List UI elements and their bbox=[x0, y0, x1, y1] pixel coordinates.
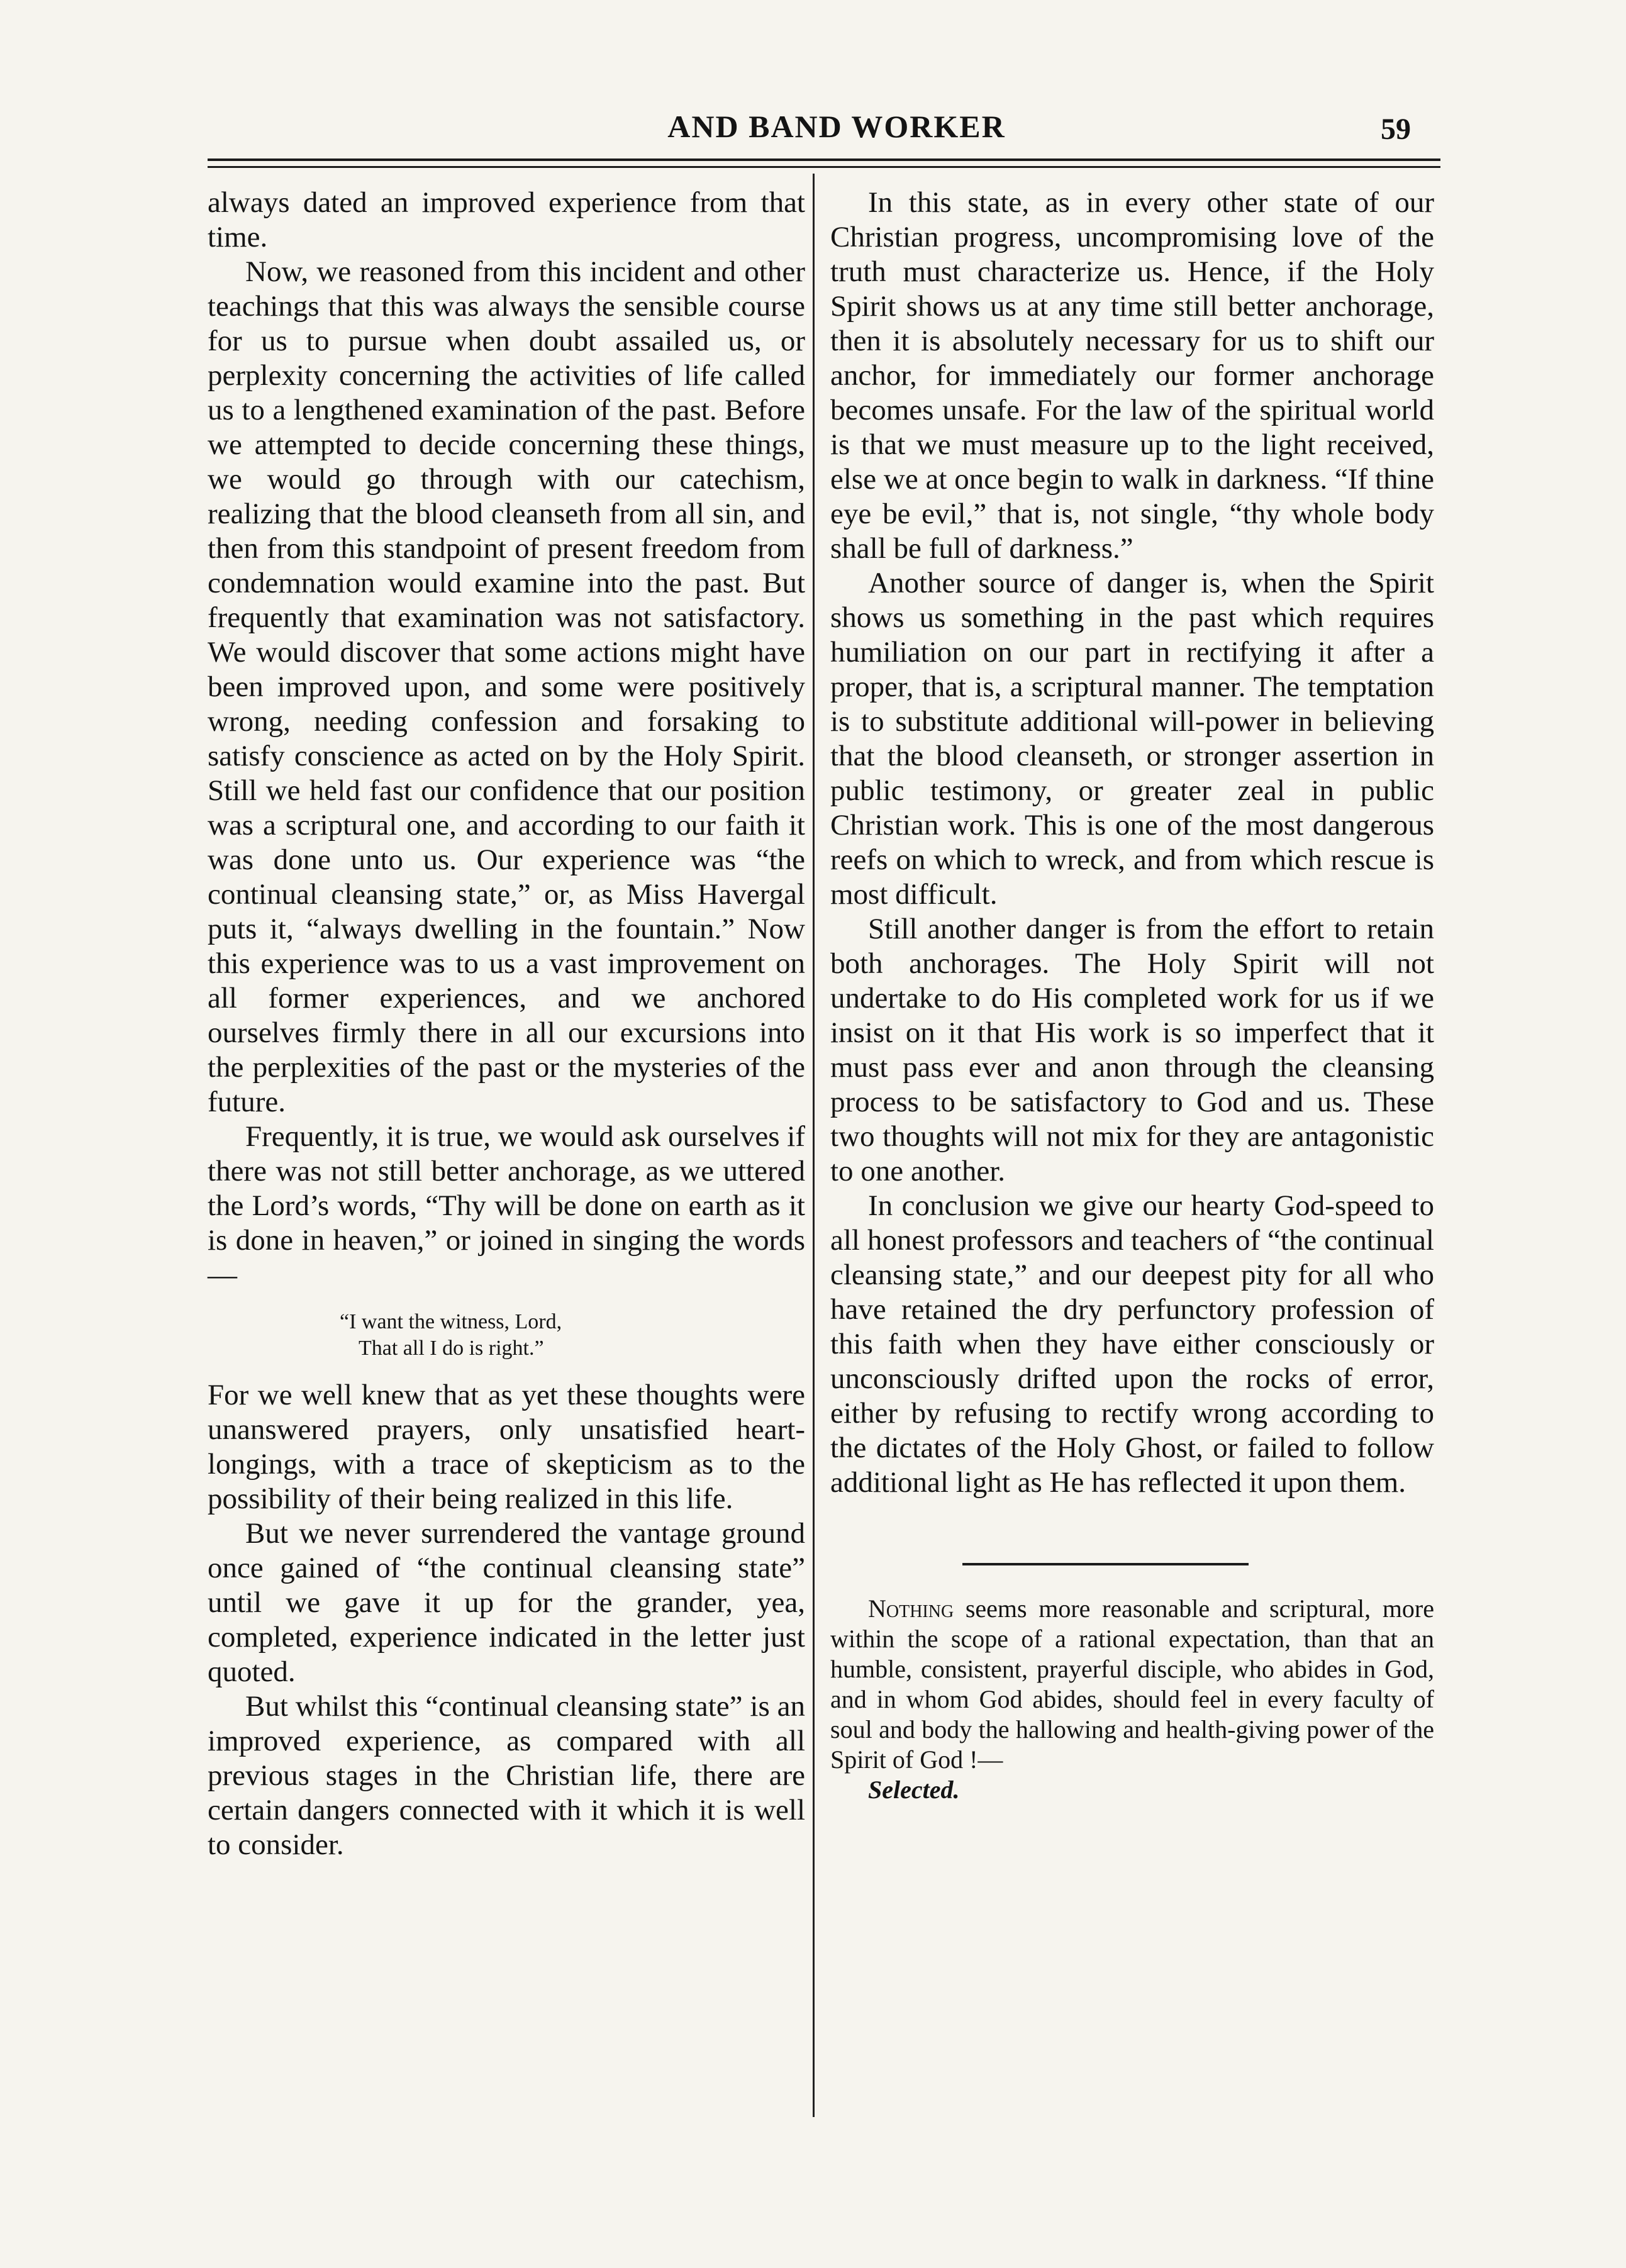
paragraph: For we well knew that as yet these thoughts were unanswered prayers, only unsatisfied heart-longings, with a trace of skepticism as to the possibility of their being realized in this life. bbox=[208, 1379, 805, 1515]
paragraph: Another source of danger is, when the Spirit shows us something in the past which requires humiliation on our part in rectifying it after a proper, that is, a scriptural manner. The temptation is to substitute additional will-power in believing that the blood cleanseth, or stronger assertion in public testimony, or greater zeal in public Christian work. This is one of the most dangerous reefs on which to wreck, and from which rescue is most difficult. bbox=[830, 567, 1434, 911]
paragraph: In conclusion we give our hearty God-speed to all honest professors and teachers of “the continual cleansing state,” and our deepest pity for all who have retained the dry perfunctory profession of this faith when they have either consciously or unconsciously drifted upon the rocks of error, either by refusing to rectify wrong according to the dictates of the Holy Ghost, or failed to follow additional light as He has reflected it upon them. bbox=[830, 1189, 1434, 1499]
excerpt-lead-word: Nothing bbox=[868, 1594, 954, 1623]
hymn-quote bbox=[208, 1309, 805, 1362]
paragraph: But we never surrendered the vantage ground once gained of “the continual cleansing state” until we gave it up for the grander, yea, completed, experience indicated in the letter just quoted. bbox=[208, 1517, 805, 1688]
hymn-quote-line: “I want the witness, Lord, bbox=[340, 1310, 562, 1333]
selected-excerpt bbox=[830, 1594, 1434, 1805]
header-rule-bottom bbox=[208, 166, 1440, 168]
paragraph: But whilst this “continual cleansing state” is an improved experience, as compared with all previous stages in the Christian life, there are certain dangers connected with it which it is well to consider. bbox=[208, 1690, 805, 1861]
paragraph: Still another danger is from the effort to retain both anchorages. The Holy Spirit will not undertake to do His completed work for us if we insist on it that His work is so imperfect that it must pass ever and anon through the cleansing process to be satisfactory to God and us. These two thoughts will not mix for they are antagonistic to one another. bbox=[830, 913, 1434, 1187]
paragraph: Now, we reasoned from this incident and other teachings that this was always the sensible course for us to pursue when doubt assailed us, or perplexity concerning the activities of life called us to a lengthened examination of the past. Before we attempted to decide concerning these things, we would go through with our catechism, realizing that the blood cleanseth from all sin, and then from this standpoint of present freedom from condemnation would examine into the past. But frequently that examination was not satisfactory. We would discover that some actions might have been improved upon, and some were positively wrong, needing confession and forsaking to satisfy conscience as acted on by the Holy Spirit. Still we held fast our confidence that our position was a scriptural one, and according to our faith it was done unto us. Our experience was “the continual cleansing state,” or, as Miss Havergal puts it, “always dwelling in the fountain.” Now this experience was to us a vast improvement on all former experiences, and we anchored ourselves firmly there in all our excursions into the perplexities of the past or the mysteries of the future. bbox=[208, 255, 805, 1118]
right-column bbox=[830, 186, 1434, 1805]
running-head-title: AND BAND WORKER bbox=[667, 109, 1006, 144]
header-rule-top bbox=[208, 158, 1440, 161]
section-separator bbox=[962, 1563, 1249, 1565]
left-column bbox=[208, 186, 805, 1862]
page-number: 59 bbox=[1381, 113, 1411, 146]
paragraph: Frequently, it is true, we would ask ourselves if there was not still better anchorage, as we uttered the Lord’s words, “Thy will be done on earth as it is done in heaven,” or joined in singing the words— bbox=[208, 1120, 805, 1291]
paragraph: always dated an improved experience from that time. bbox=[208, 186, 805, 253]
excerpt-body: seems more reasonable and scriptural, more within the scope of a rational expectation, than that an humble, consistent, prayerful disciple, who abides in God, and in whom God abides, should feel in every faculty of soul and body the hallowing and health-giving power of the Spirit of God !— bbox=[830, 1594, 1434, 1774]
paragraph: In this state, as in every other state of our Christian progress, uncompromising love of the truth must characterize us. Hence, if the Holy Spirit shows us at any time still better anchorage, then it is absolutely necessary for us to shift our anchor, for immediately our former anchorage becomes unsafe. For the law of the spiritual world is that we must measure up to the light received, else we at once begin to walk in darkness. “If thine eye be evil,” that is, not single, “thy whole body shall be full of darkness.” bbox=[830, 186, 1434, 565]
column-divider bbox=[813, 174, 815, 2117]
excerpt-source: Selected. bbox=[868, 1776, 960, 1804]
hymn-quote-line: That all I do is right.” bbox=[359, 1337, 544, 1360]
